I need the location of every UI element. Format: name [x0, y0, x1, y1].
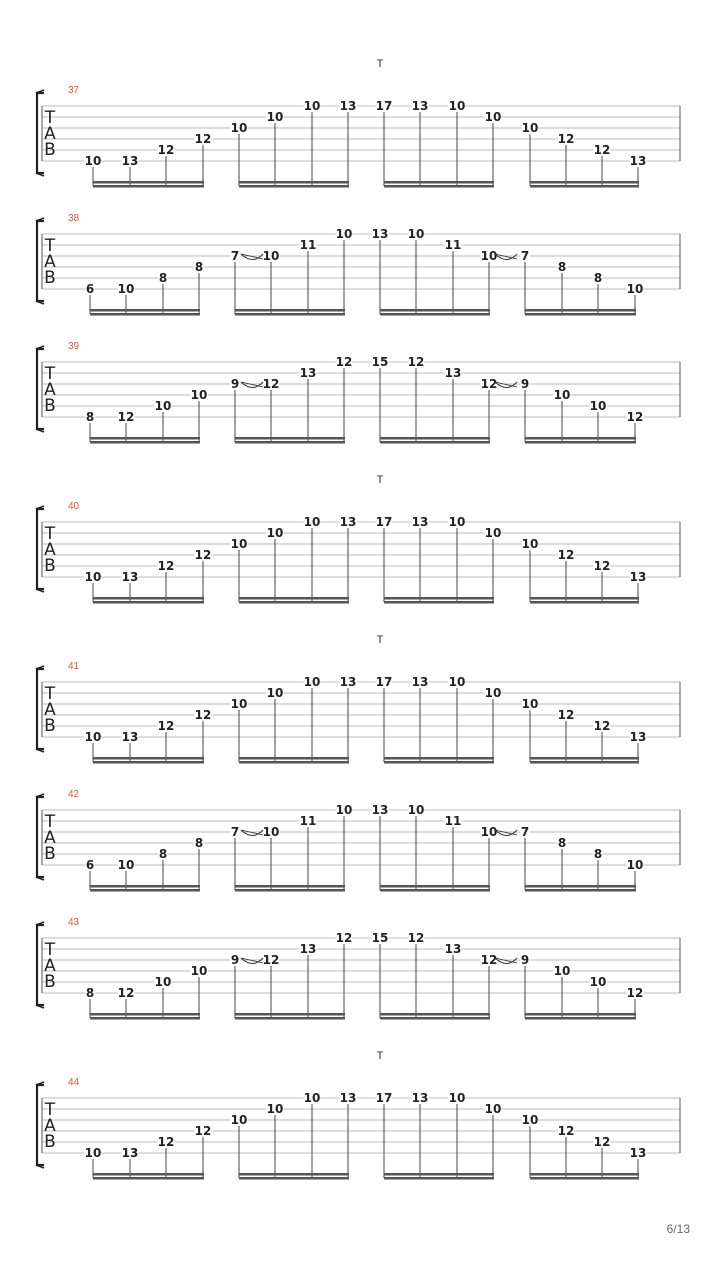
- fret-number: 10: [484, 1102, 502, 1116]
- measure-number: 44: [68, 1077, 80, 1088]
- fret-number: 10: [154, 975, 172, 989]
- beam: [93, 1173, 204, 1176]
- fret-number: 6: [85, 858, 95, 872]
- tab-clef-letter: A: [44, 124, 56, 144]
- beam: [235, 1017, 345, 1020]
- tab-clef-letter: T: [44, 684, 56, 704]
- beam: [90, 313, 200, 316]
- fret-number: 13: [121, 570, 139, 584]
- fret-number: 10: [589, 975, 607, 989]
- measure-number: 39: [68, 341, 80, 352]
- fret-number: 12: [262, 377, 280, 391]
- tab-clef-letter: T: [44, 524, 56, 544]
- tab-clef-letter: T: [44, 1100, 56, 1120]
- fret-number: 10: [448, 515, 466, 529]
- beam: [239, 597, 349, 600]
- fret-number: 12: [194, 1124, 212, 1138]
- fret-number: 12: [157, 559, 175, 573]
- beam: [239, 601, 349, 604]
- beam: [384, 181, 494, 184]
- beam: [93, 757, 204, 760]
- page-number: 6/13: [666, 1222, 690, 1236]
- fret-number: 10: [266, 526, 284, 540]
- beam: [93, 185, 204, 188]
- tab-clef-letter: B: [44, 268, 56, 288]
- fret-number: 10: [448, 675, 466, 689]
- fret-number: 10: [84, 1146, 102, 1160]
- beam: [384, 761, 494, 764]
- tab-clef-letter: B: [44, 972, 56, 992]
- measure-number: 42: [68, 789, 80, 800]
- tap-marker: T: [376, 1050, 384, 1062]
- fret-number: 7: [520, 825, 530, 839]
- fret-number: 10: [230, 537, 248, 551]
- fret-number: 10: [521, 1113, 539, 1127]
- beam: [93, 181, 204, 184]
- tab-clef-letter: B: [44, 716, 56, 736]
- fret-number: 10: [589, 399, 607, 413]
- fret-number: 8: [557, 836, 567, 850]
- beam: [525, 1017, 636, 1020]
- fret-number: 13: [629, 570, 647, 584]
- tab-clef-letter: B: [44, 844, 56, 864]
- fret-number: 15: [371, 931, 389, 945]
- fret-number: 7: [230, 249, 240, 263]
- fret-number: 10: [190, 964, 208, 978]
- beam: [530, 1173, 639, 1176]
- beam: [235, 1013, 345, 1016]
- fret-number: 12: [626, 986, 644, 1000]
- fret-number: 12: [593, 559, 611, 573]
- beam: [90, 437, 200, 440]
- fret-number: 11: [444, 814, 462, 828]
- fret-number: 12: [194, 708, 212, 722]
- tap-marker: T: [376, 634, 384, 646]
- fret-number: 13: [411, 1091, 429, 1105]
- beam: [525, 885, 636, 888]
- beam: [380, 889, 490, 892]
- beam: [239, 761, 349, 764]
- fret-number: 10: [84, 154, 102, 168]
- beam: [530, 601, 639, 604]
- tab-system-43: [36, 917, 680, 1020]
- beam: [235, 313, 345, 316]
- beam: [235, 885, 345, 888]
- beam: [384, 1173, 494, 1176]
- beam: [235, 437, 345, 440]
- fret-number: 13: [121, 154, 139, 168]
- fret-number: 11: [444, 238, 462, 252]
- fret-number: 8: [158, 847, 168, 861]
- fret-number: 17: [375, 1091, 393, 1105]
- fret-number: 10: [553, 964, 571, 978]
- tab-clef-letter: A: [44, 380, 56, 400]
- tab-clef-letter: A: [44, 252, 56, 272]
- fret-number: 12: [117, 410, 135, 424]
- fret-number: 9: [520, 377, 530, 391]
- measure-number: 38: [68, 213, 80, 224]
- beam: [384, 185, 494, 188]
- fret-number: 8: [194, 836, 204, 850]
- fret-number: 12: [194, 548, 212, 562]
- fret-number: 10: [484, 686, 502, 700]
- fret-number: 10: [303, 675, 321, 689]
- fret-number: 15: [371, 355, 389, 369]
- beam: [235, 441, 345, 444]
- beam: [384, 597, 494, 600]
- beam: [380, 313, 490, 316]
- tab-system-40: [36, 474, 680, 604]
- fret-number: 12: [557, 1124, 575, 1138]
- tab-clef-letter: T: [44, 812, 56, 832]
- beam: [525, 313, 636, 316]
- tab-clef-letter: T: [44, 236, 56, 256]
- measure-number: 41: [68, 661, 80, 672]
- tab-clef-letter: A: [44, 1116, 56, 1136]
- fret-number: 8: [85, 410, 95, 424]
- tab-clef-letter: A: [44, 540, 56, 560]
- beam: [530, 757, 639, 760]
- fret-number: 17: [375, 99, 393, 113]
- beam: [380, 441, 490, 444]
- fret-number: 10: [262, 249, 280, 263]
- tab-system-39: [36, 341, 680, 444]
- tab-clef-letter: B: [44, 396, 56, 416]
- fret-number: 13: [411, 675, 429, 689]
- beam: [384, 757, 494, 760]
- beam: [530, 181, 639, 184]
- fret-number: 10: [521, 697, 539, 711]
- fret-number: 9: [230, 377, 240, 391]
- fret-number: 12: [593, 719, 611, 733]
- fret-number: 12: [626, 410, 644, 424]
- fret-number: 13: [629, 730, 647, 744]
- beam: [525, 437, 636, 440]
- fret-number: 11: [299, 814, 317, 828]
- fret-number: 10: [626, 858, 644, 872]
- fret-number: 12: [117, 986, 135, 1000]
- fret-number: 12: [157, 719, 175, 733]
- tab-clef-letter: A: [44, 956, 56, 976]
- fret-number: 17: [375, 675, 393, 689]
- fret-number: 10: [117, 858, 135, 872]
- fret-number: 10: [484, 526, 502, 540]
- beam: [90, 309, 200, 312]
- fret-number: 8: [593, 271, 603, 285]
- fret-number: 10: [230, 697, 248, 711]
- tab-system-41: [36, 634, 680, 764]
- tab-system-37: [36, 58, 680, 188]
- fret-number: 12: [480, 377, 498, 391]
- fret-number: 13: [629, 1146, 647, 1160]
- beam: [93, 597, 204, 600]
- fret-number: 13: [121, 730, 139, 744]
- beam: [239, 181, 349, 184]
- beam: [530, 597, 639, 600]
- fret-number: 10: [303, 1091, 321, 1105]
- fret-number: 7: [520, 249, 530, 263]
- beam: [93, 601, 204, 604]
- fret-number: 10: [480, 825, 498, 839]
- fret-number: 13: [444, 366, 462, 380]
- fret-number: 10: [84, 570, 102, 584]
- tab-system-42: [36, 789, 680, 892]
- tab-system-44: [36, 1050, 680, 1180]
- fret-number: 10: [407, 227, 425, 241]
- fret-number: 12: [557, 708, 575, 722]
- beam: [235, 309, 345, 312]
- beam: [90, 1017, 200, 1020]
- beam: [530, 761, 639, 764]
- fret-number: 10: [626, 282, 644, 296]
- fret-number: 10: [117, 282, 135, 296]
- beam: [384, 1177, 494, 1180]
- fret-number: 8: [557, 260, 567, 274]
- tab-clef-letter: T: [44, 940, 56, 960]
- fret-number: 10: [480, 249, 498, 263]
- fret-number: 13: [629, 154, 647, 168]
- beam: [90, 1013, 200, 1016]
- beam: [380, 309, 490, 312]
- fret-number: 10: [154, 399, 172, 413]
- fret-number: 12: [407, 931, 425, 945]
- measure-number: 43: [68, 917, 80, 928]
- fret-number: 8: [158, 271, 168, 285]
- fret-number: 10: [553, 388, 571, 402]
- fret-number: 9: [230, 953, 240, 967]
- fret-number: 13: [121, 1146, 139, 1160]
- beam: [235, 889, 345, 892]
- beam: [239, 757, 349, 760]
- fret-number: 8: [85, 986, 95, 1000]
- fret-number: 10: [448, 99, 466, 113]
- fret-number: 10: [335, 227, 353, 241]
- fret-number: 9: [520, 953, 530, 967]
- fret-number: 10: [230, 1113, 248, 1127]
- fret-number: 13: [339, 1091, 357, 1105]
- measure-number: 37: [68, 85, 80, 96]
- tab-clef-letter: A: [44, 828, 56, 848]
- fret-number: 10: [521, 537, 539, 551]
- fret-number: 10: [407, 803, 425, 817]
- fret-number: 13: [411, 515, 429, 529]
- fret-number: 10: [303, 99, 321, 113]
- measure-number: 40: [68, 501, 80, 512]
- fret-number: 8: [593, 847, 603, 861]
- beam: [93, 761, 204, 764]
- fret-number: 10: [521, 121, 539, 135]
- fret-number: 12: [557, 548, 575, 562]
- fret-number: 7: [230, 825, 240, 839]
- tab-clef-letter: T: [44, 108, 56, 128]
- beam: [530, 185, 639, 188]
- fret-number: 13: [299, 366, 317, 380]
- fret-number: 12: [407, 355, 425, 369]
- tap-marker: T: [376, 58, 384, 70]
- beam: [380, 1017, 490, 1020]
- beam: [380, 1013, 490, 1016]
- tap-marker: T: [376, 474, 384, 486]
- fret-number: 10: [266, 1102, 284, 1116]
- beam: [380, 885, 490, 888]
- fret-number: 13: [371, 227, 389, 241]
- fret-number: 6: [85, 282, 95, 296]
- tab-clef-letter: B: [44, 140, 56, 160]
- beam: [90, 441, 200, 444]
- fret-number: 12: [262, 953, 280, 967]
- fret-number: 10: [266, 110, 284, 124]
- fret-number: 12: [593, 143, 611, 157]
- tab-system-38: [36, 213, 680, 316]
- fret-number: 13: [299, 942, 317, 956]
- fret-number: 8: [194, 260, 204, 274]
- beam: [239, 1177, 349, 1180]
- tab-clef-letter: T: [44, 364, 56, 384]
- fret-number: 12: [557, 132, 575, 146]
- fret-number: 10: [190, 388, 208, 402]
- beam: [530, 1177, 639, 1180]
- fret-number: 10: [84, 730, 102, 744]
- beam: [525, 1013, 636, 1016]
- beam: [525, 441, 636, 444]
- beam: [239, 185, 349, 188]
- fret-number: 12: [194, 132, 212, 146]
- tab-clef-letter: A: [44, 700, 56, 720]
- fret-number: 10: [448, 1091, 466, 1105]
- fret-number: 13: [444, 942, 462, 956]
- beam: [90, 885, 200, 888]
- fret-number: 12: [335, 931, 353, 945]
- fret-number: 12: [480, 953, 498, 967]
- fret-number: 13: [339, 675, 357, 689]
- fret-number: 13: [411, 99, 429, 113]
- fret-number: 12: [335, 355, 353, 369]
- fret-number: 10: [230, 121, 248, 135]
- fret-number: 12: [593, 1135, 611, 1149]
- fret-number: 11: [299, 238, 317, 252]
- fret-number: 13: [371, 803, 389, 817]
- beam: [525, 309, 636, 312]
- beam: [384, 601, 494, 604]
- beam: [525, 889, 636, 892]
- fret-number: 12: [157, 1135, 175, 1149]
- fret-number: 17: [375, 515, 393, 529]
- fret-number: 10: [303, 515, 321, 529]
- fret-number: 10: [266, 686, 284, 700]
- beam: [380, 437, 490, 440]
- fret-number: 10: [484, 110, 502, 124]
- fret-number: 13: [339, 99, 357, 113]
- fret-number: 10: [262, 825, 280, 839]
- beam: [93, 1177, 204, 1180]
- beam: [90, 889, 200, 892]
- beam: [239, 1173, 349, 1176]
- fret-number: 12: [157, 143, 175, 157]
- tab-clef-letter: B: [44, 1132, 56, 1152]
- fret-number: 10: [335, 803, 353, 817]
- tab-clef-letter: B: [44, 556, 56, 576]
- fret-number: 13: [339, 515, 357, 529]
